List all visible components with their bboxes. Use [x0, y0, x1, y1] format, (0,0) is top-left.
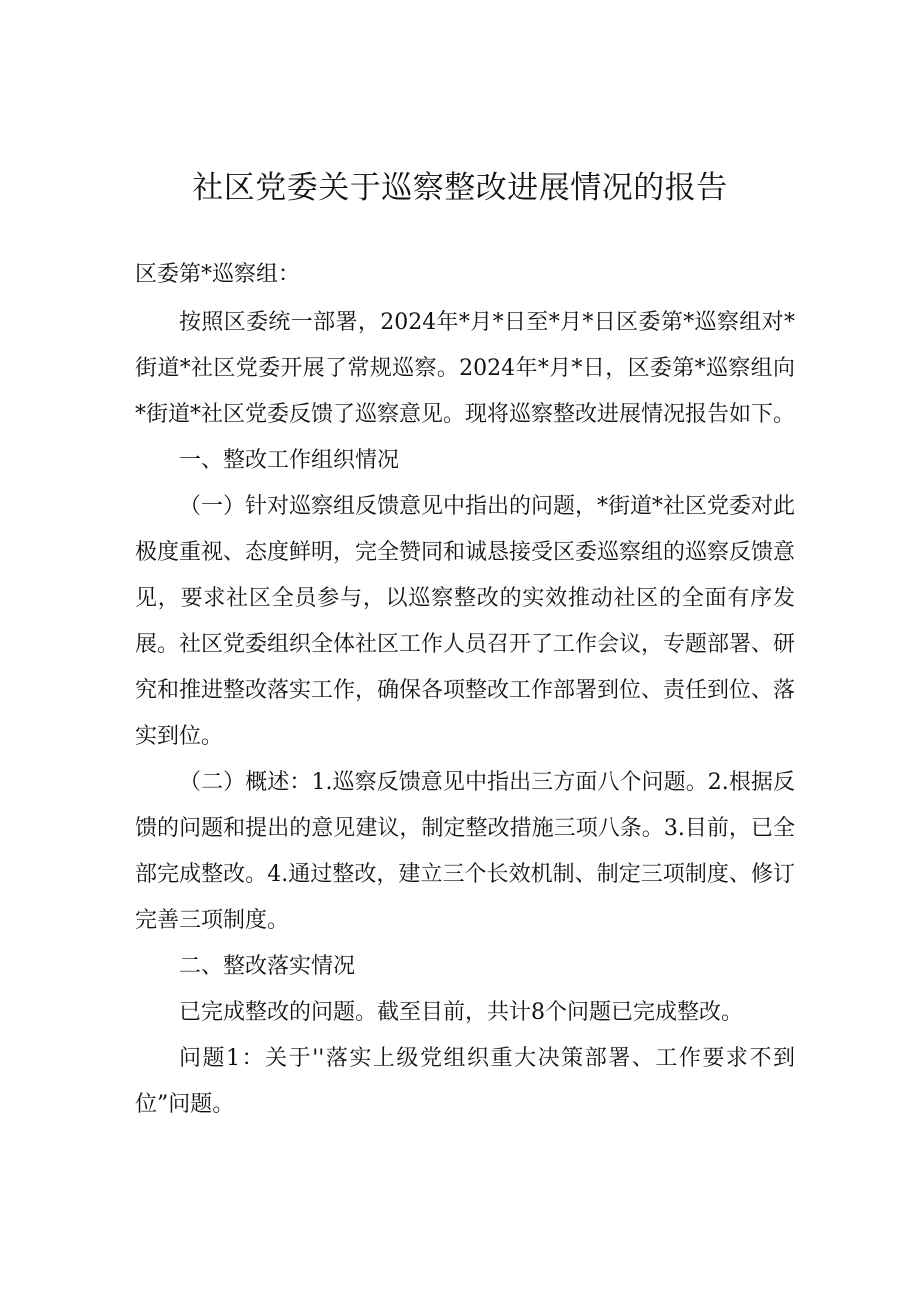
section-1-heading: 一、整改工作组织情况	[179, 448, 400, 473]
salutation: 区委第*巡察组：	[135, 262, 301, 287]
section-2-paragraph-2: 问题1：关于''落实上级党组织重大决策部署、工作要求不到位”问题。	[135, 1046, 795, 1117]
intro-paragraph: 按照区委统一部署，2024年*月*日至*月*日区委第*巡察组对*街道*社区党委开展了常规巡察。2024年*月*日，区委第*巡察组向*街道*社区党委反馈了巡察意见。现将巡察整改进展情况报告如下。	[135, 310, 796, 427]
section-1-paragraph-2: （二）概述：1.巡察反馈意见中指出三方面八个问题。2.根据反馈的问题和提出的意见建议，制定整改措施三项八条。3.目前，已全部完成整改。4.通过整改，建立三个长效机制、制定三项制度、修订完善三项制度。	[135, 770, 795, 933]
document-body	[135, 252, 795, 1128]
section-2-heading: 二、整改落实情况	[179, 954, 356, 979]
section-2-paragraph-1: 已完成整改的问题。截至目前，共计8个问题已完成整改。	[179, 1000, 743, 1025]
document-title: 社区党委关于巡察整改进展情况的报告	[192, 170, 728, 206]
section-1-paragraph-1: （一）针对巡察组反馈意见中指出的问题，*街道*社区党委对此极度重视、态度鲜明，完全赞同和诚恳接受区委巡察组的巡察反馈意见，要求社区全员参与，以巡察整改的实效推动社区的全面有序发展。社区党委组织全体社区工作人员召开了工作会议，专题部署、研究和推进整改落实工作，确保各项整改工作部署到位、责任到位、落实到位。	[135, 494, 796, 749]
